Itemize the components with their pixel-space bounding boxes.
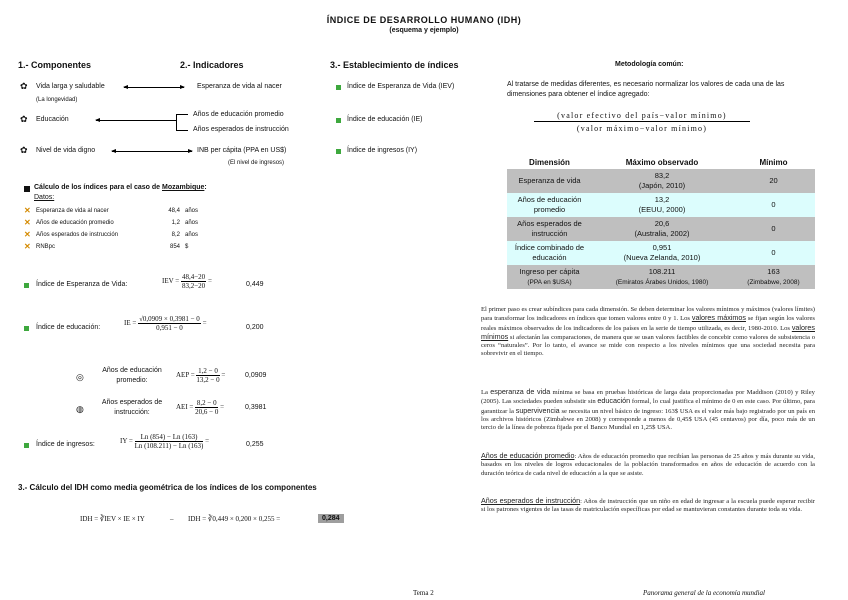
- dim-value: Ingreso per cápita: [519, 266, 580, 276]
- formula-result: 0,0909: [245, 372, 267, 379]
- flower-bullet-icon: ✿: [20, 145, 28, 155]
- component-label: Educación: [36, 116, 69, 123]
- flower-bullet-icon: ✿: [20, 114, 28, 124]
- text-run: se necesita un nivel básico de ingreso: 163$ USA es el valor más bajo registrado por un país en los archivos históricos (Zimbabwe en 2008) y corresponde a menos de 0,45$ USA (45 centavos) por día, poco más de un tercio de la línea de pobreza fijada por el Banco Mundial en 1,25$ USA.: [481, 407, 815, 432]
- formula-equals: =: [207, 277, 212, 286]
- formula-ie: [124, 315, 207, 332]
- index-label: Índice de educación (IE): [347, 116, 423, 123]
- paragraph-minimums: [481, 388, 815, 432]
- dato-unit: años: [185, 208, 199, 214]
- formula-result: 0,449: [246, 281, 264, 288]
- formula-equals: =: [205, 437, 210, 446]
- component-label: Nivel de vida digno: [36, 147, 96, 154]
- max-value: 83,2: [654, 171, 670, 180]
- fraction-denominator: 20,6 − 0: [195, 408, 219, 416]
- keyword: Años esperados de instrucción: [481, 496, 581, 505]
- formula-lhs: IY =: [120, 437, 133, 446]
- table-cell: Esperanza de vida: [518, 176, 581, 185]
- green-bullet-icon: [24, 443, 29, 448]
- heading-indicadores: 2.- Indicadores: [180, 60, 244, 70]
- datos-label: Datos:: [34, 194, 55, 201]
- table-cell: [592, 193, 732, 217]
- text-run: : Años de instrucción que un niño en edad de ingresar a la escuela puede esperar recibir si los patrones vigentes de las tasas de matriculación específicas por edad se mantuvieran constantes durante toda su vida.: [481, 498, 815, 514]
- table-cell: [592, 169, 732, 193]
- table-row: [507, 169, 815, 193]
- table-cell: [592, 241, 732, 265]
- keyword: esperanza de vida: [490, 387, 551, 396]
- x-bullet-icon: ✕: [24, 242, 31, 251]
- connector-arrow-icon: [124, 87, 184, 88]
- dato-value: 854: [169, 244, 180, 250]
- indicator-label: INB per cápita (PPA en US$): [197, 147, 287, 154]
- table-cell: 20: [769, 176, 778, 185]
- formula-lhs: AEP =: [176, 371, 195, 380]
- text-run: mínima se basa en pruebas históricas de larga data proporcionadas por Maddison (2010) y Riley (2005). Las sociedades pueden subsistir sin: [481, 389, 815, 406]
- heading-metodologia: Metodología común:: [615, 61, 684, 68]
- connector-line: [176, 114, 177, 130]
- circle-bullet-icon: ◎: [76, 372, 84, 382]
- fraction-numerator: 8,2 − 0: [196, 399, 217, 407]
- fraction-numerator: Ln (854) − Ln (163): [135, 433, 204, 442]
- max-value: 13,2: [654, 195, 670, 204]
- paragraph-aep: [481, 452, 815, 478]
- keyword: valores mínimos: [481, 322, 815, 341]
- max-note: (Nueva Zelanda, 2010): [623, 253, 701, 262]
- formula-aei: [176, 399, 224, 416]
- text-run: si afectarán las comparaciones, de manera que se usan valores factibles de concebir como valores de subsistencia o ceros “naturales”. Por lo tanto, el avance se mide con respecto a los niveles mínimos que una sociedad necesita para sobrevivir en el tiempo.: [481, 333, 815, 358]
- table-cell: 0: [771, 224, 776, 233]
- table-cell: Años esperados de instrucción: [517, 219, 582, 238]
- fraction-numerator: 1,2 − 0: [198, 367, 218, 375]
- normalization-denominator: (valor máximo−valor mínimo): [576, 124, 708, 133]
- x-bullet-icon: ✕: [24, 230, 31, 239]
- connector-arrow-icon: [96, 120, 176, 121]
- fraction-denominator: 0,951 − 0: [156, 324, 183, 332]
- connector-arrow-icon: [112, 151, 192, 152]
- indicator-label: Años de educación promedio: [193, 111, 284, 118]
- formula-result: 0,200: [246, 324, 264, 331]
- text-run: : Años de educación promedio que recibían las personas de 25 años y más durante su vida, basados en los niveles de logros educacionales de la población transformados en años de educación de acuerdo con la duración teórica de cada nivel de educación a la que se asiste.: [481, 453, 815, 477]
- table-row: [507, 265, 815, 289]
- formula-label-aei: Años esperados de instrucción:: [101, 399, 163, 416]
- keyword: educación: [597, 396, 631, 406]
- dim-note: (PPA en $USA): [527, 278, 572, 286]
- table-cell: 0: [771, 248, 776, 257]
- indicator-label: Años esperados de instrucción: [193, 126, 289, 133]
- page-subtitle: (esquema y ejemplo): [389, 27, 459, 34]
- formula-lhs: IE =: [124, 319, 137, 328]
- green-bullet-icon: [24, 283, 29, 288]
- fraction-denominator: Ln (108.211) − Ln (163): [134, 442, 204, 450]
- table-header-row: [507, 156, 815, 169]
- max-value: 0,951: [652, 243, 672, 252]
- text-run: se fijan según los valores reales máximos observados de los indicadores de los países en la serie de tiempo utilizada, es decir, 1980-2010. Los: [481, 315, 815, 332]
- column-header: Dimensión: [529, 158, 570, 167]
- formula-equals: =: [202, 319, 207, 328]
- heading-componentes: 1.- Componentes: [18, 60, 92, 70]
- green-bullet-icon: [336, 85, 341, 90]
- max-note: (Japón, 2010): [638, 181, 686, 190]
- table-cell: [592, 265, 732, 289]
- formula-label-aep: Años de educación promedio:: [102, 367, 162, 384]
- max-value: 20,6: [654, 219, 670, 228]
- keyword: valores máximos: [691, 313, 746, 323]
- green-bullet-icon: [24, 326, 29, 331]
- footer-page: Tema 2: [413, 589, 434, 597]
- dato-label: Años de educación promedio: [36, 220, 114, 226]
- max-note: (Australia, 2002): [634, 229, 690, 238]
- idh-result: 0,284: [318, 514, 344, 523]
- table-cell: 0: [771, 200, 776, 209]
- table-cell: [592, 217, 732, 241]
- fraction-denominator: 83,2−20: [181, 282, 206, 290]
- component-note: (La longevidad): [36, 97, 78, 103]
- x-bullet-icon: ✕: [24, 206, 31, 215]
- calc-heading: [34, 184, 207, 191]
- keyword: Años de educación promedio: [481, 451, 575, 460]
- max-value: 108.211: [648, 266, 676, 276]
- heading-establecimiento: 3.- Establecimiento de índices: [330, 60, 459, 70]
- index-label: Índice de ingresos (IY): [347, 147, 418, 154]
- text-run: formal, lo cual justifica el mínimo de 0 en este caso. Por último, para garantizar la: [481, 398, 815, 415]
- formula-iev: [162, 273, 212, 290]
- dato-unit: años: [185, 220, 199, 226]
- flower-bullet-icon: ✿: [20, 81, 28, 91]
- column-header: Mínimo: [759, 158, 788, 167]
- idh-dash: –: [170, 515, 174, 523]
- connector-line: [176, 114, 188, 115]
- calc-heading-text: Cálculo de los índices para el caso de: [34, 184, 162, 191]
- dato-value: 8,2: [171, 232, 180, 238]
- connector-line: [176, 130, 188, 131]
- dato-unit: $: [185, 244, 189, 250]
- calc-heading-colon: :: [204, 184, 207, 191]
- idh-calculation: IDH = ∛0,449 × 0,200 × 0,255 =: [188, 515, 281, 523]
- formula-aep: [176, 367, 225, 384]
- formula-result: 0,255: [246, 441, 264, 448]
- max-note: (Emiratos Árabes Unidos, 1980): [615, 278, 709, 286]
- max-note: (EEUU, 2000): [638, 205, 686, 214]
- table-cell: Años de educación promedio: [517, 195, 582, 214]
- min-value: 163: [767, 266, 780, 276]
- dato-value: 48,4: [168, 208, 180, 214]
- green-bullet-icon: [336, 118, 341, 123]
- column-header: Máximo observado: [625, 158, 699, 167]
- x-bullet-icon: ✕: [24, 218, 31, 227]
- fraction-numerator: 48,4−20: [181, 273, 206, 281]
- table-cell: [507, 265, 592, 289]
- country-name: Mozambique: [162, 184, 205, 191]
- page-title: ÍNDICE DE DESARROLLO HUMANO (IDH): [326, 15, 522, 25]
- keyword: supervivencia: [515, 405, 560, 415]
- paragraph-limits: [481, 306, 815, 359]
- dato-label: Años esperados de instrucción: [36, 232, 119, 238]
- paragraph-aei: [481, 497, 815, 515]
- methodology-intro: Al tratarse de medidas diferentes, es necesario normalizar los valores de cada una de las dimensiones para obtener el índice agregado:: [507, 81, 785, 98]
- formula-lhs: IEV =: [162, 277, 180, 286]
- formula-lhs: AEI =: [176, 403, 194, 412]
- formula-equals: =: [220, 403, 225, 412]
- dato-label: RNBpc: [36, 244, 56, 250]
- dato-label: Esperanza de vida al nacer: [36, 208, 109, 214]
- table-cell: Índice combinado de educación: [514, 243, 585, 262]
- idh-formula: IDH = ∛IEV × IE × IY: [80, 515, 145, 523]
- text-run: La: [481, 389, 491, 396]
- index-label: Índice de Esperanza de Vida (IEV): [347, 83, 455, 90]
- section3-title: 3.- Cálculo del IDH como media geométrica de los índices de los componentes: [18, 483, 317, 492]
- component-label: Vida larga y saludable: [36, 83, 105, 90]
- formula-label-ie: Índice de educación:: [36, 324, 101, 331]
- formula-iy: [120, 433, 209, 450]
- text-run: El primer paso es crear subíndices para cada dimensión. Se deben determinar los valores mínimos y máximos (valores límites) para transformar los indicadores en índices que tomen valores entre 0 y 1. Los: [481, 306, 815, 323]
- fraction-denominator: 13,2 − 0: [196, 376, 220, 384]
- min-note: (Zimbabwe, 2008): [747, 278, 800, 286]
- normalization-numerator: (valor efectivo del país−valor mínimo): [534, 111, 750, 122]
- table-cell: [732, 265, 815, 289]
- circle-bullet-icon: ◍: [76, 404, 84, 414]
- footer-book: Panorama general de la economía mundial: [643, 589, 765, 597]
- fraction-numerator: √0,0909 × 0,3981 − 0: [139, 315, 200, 323]
- square-bullet-icon: [24, 186, 30, 192]
- table-row: [507, 193, 815, 217]
- dato-value: 1,2: [171, 220, 180, 226]
- table-row: [507, 241, 815, 265]
- formula-result: 0,3981: [245, 404, 267, 411]
- green-bullet-icon: [336, 149, 341, 154]
- formula-label-iev: Índice de Esperanza de Vida:: [36, 281, 128, 288]
- dato-unit: años: [185, 232, 199, 238]
- table-row: [507, 217, 815, 241]
- formula-equals: =: [221, 371, 226, 380]
- formula-label-iy: Índice de ingresos:: [36, 441, 95, 448]
- dimension-table: [507, 156, 815, 289]
- indicator-note: (El nivel de ingresos): [228, 160, 285, 166]
- indicator-label: Esperanza de vida al nacer: [197, 83, 282, 90]
